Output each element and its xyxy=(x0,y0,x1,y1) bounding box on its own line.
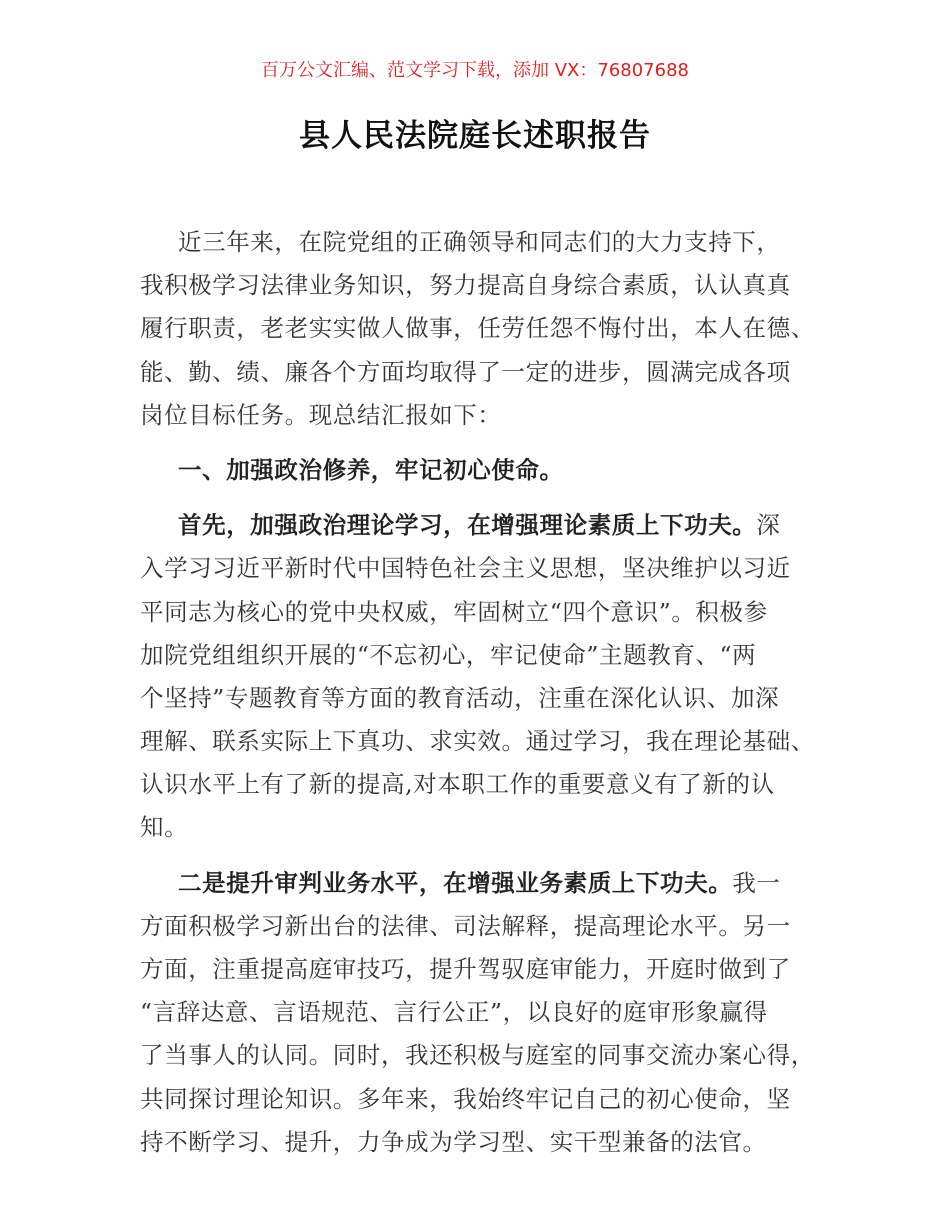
text-line: 共同探讨理论知识。多年来，我始终牢记自己的初心使命，坚 xyxy=(140,1084,791,1113)
text-line xyxy=(140,504,840,547)
lead-tail: 深 xyxy=(756,511,781,540)
text-line: 入学习习近平新时代中国特色社会主义思想，坚决维护以习近 xyxy=(140,554,791,583)
text-line: 方面，注重提高庭审技巧，提升驾驭庭审能力，开庭时做到了 xyxy=(140,955,791,983)
text-line: 认识水平上有了新的提高,对本职工作的重要意义有了新的认 xyxy=(140,770,775,799)
section-heading: 一、加强政治修养，牢记初心使命。 xyxy=(178,455,564,484)
document-body xyxy=(140,221,840,1164)
text-line: 加院党组组织开展的“不忘初心，牢记使命”主题教育、“两 xyxy=(140,640,757,669)
text-line: 了当事人的认同。同时，我还积极与庭室的同事交流办案心得， xyxy=(140,1041,815,1070)
lead-sentence: 二是提升审判业务水平，在增强业务素质上下功夫。 xyxy=(178,868,733,897)
trial-skills-paragraph xyxy=(140,862,840,1164)
lead-tail: 我一 xyxy=(732,868,781,897)
study-paragraph xyxy=(140,504,840,850)
lead-sentence: 首先，加强政治理论学习，在增强理论素质上下功夫。 xyxy=(178,511,757,540)
text-line: 个坚持”专题教育等方面的教育活动，注重在深化认识、加深 xyxy=(140,683,780,712)
text-line: 我积极学习法律业务知识，努力提高自身综合素质，认认真真 xyxy=(140,271,791,300)
document-title: 县人民法院庭长述职报告 xyxy=(299,118,651,154)
text-line: 理解、联系实际上下真功、求实效。通过学习，我在理论基础、 xyxy=(140,727,815,756)
text-line: 近三年来，在院党组的正确领导和同志们的大力支持下， xyxy=(178,228,781,256)
text-line: 履行职责，老老实实做人做事，任劳任怨不悔付出，本人在德、 xyxy=(140,314,815,343)
text-line: 平同志为核心的党中央权威，牢固树立“四个意识”。积极参 xyxy=(140,597,768,626)
text-line: 岗位目标任务。现总结汇报如下： xyxy=(140,400,502,429)
text-line: 能、勤、绩、廉各个方面均取得了一定的进步，圆满完成各项 xyxy=(140,357,791,386)
intro-paragraph xyxy=(140,221,840,437)
watermark-banner: 百万公文汇编、范文学习下载，添加 VX：76807688 xyxy=(261,60,689,81)
text-line: “言辞达意、言语规范、言行公正”，以良好的庭审形象赢得 xyxy=(140,998,768,1027)
text-line: 持不断学习、提升，力争成为学习型、实干型兼备的法官。 xyxy=(140,1127,767,1156)
text-line: 知。 xyxy=(140,813,189,842)
text-line: 方面积极学习新出台的法律、司法解释，提高理论水平。另一 xyxy=(140,911,791,940)
text-line xyxy=(140,862,840,905)
